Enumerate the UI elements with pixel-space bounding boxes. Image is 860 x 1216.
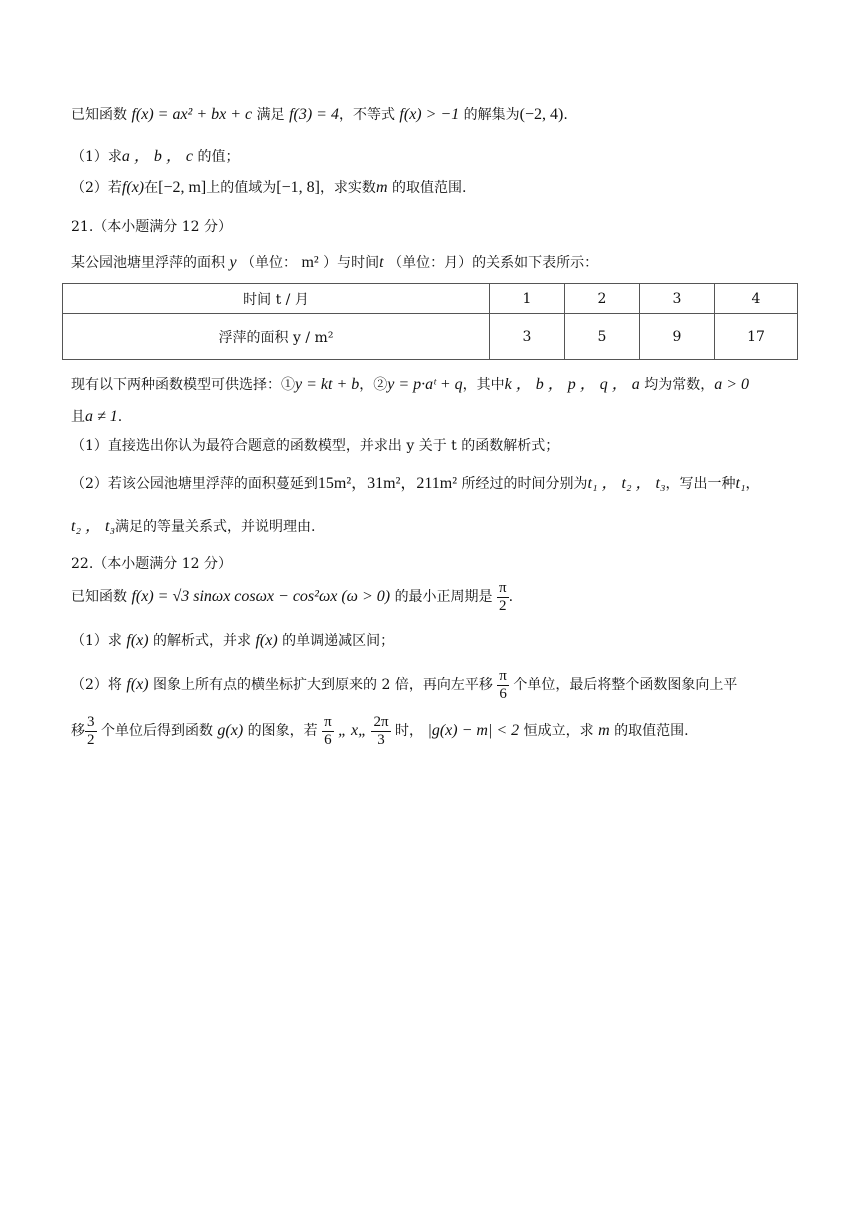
q22-part2: （2）将 f(x) 图象上所有点的横坐标扩大到原来的 2 倍，再向左平移 $\frac{\pi}{6}$ 个单位，最后将整个函数图象向上平 xyxy=(71,668,738,702)
q21-part2-cont: t₂ ， t₃满足的等量关系式，并说明理由. xyxy=(71,518,316,535)
table-cell: 4 xyxy=(715,284,798,314)
q21-models-cont: 且a ≠ 1. xyxy=(71,408,123,425)
table-header-time: 时间 t / 月 xyxy=(63,284,490,314)
q22-stem: 已知函数 f(x) = √3 sinωx cosωx − cos²ωx (ω > 0) 的最小正周期是 $\frac{\pi}{2}$ . xyxy=(71,580,514,614)
q21-stem: 某公园池塘里浮萍的面积 y （单位： m² ）与时间t （单位：月）的关系如下表所示： xyxy=(71,254,599,271)
q21-part2: （2）若该公园池塘里浮萍的面积蔓延到15m²，31m²，211m² 所经过的时间分别为t₁ ， t₂ ， t₃，写出一种t₁， xyxy=(71,475,760,492)
table-cell: 1 xyxy=(490,284,565,314)
q20-part1: （1）求a ， b ， c 的值； xyxy=(71,148,240,165)
table-cell: 17 xyxy=(715,314,798,360)
q22-header: 22.（本小题满分 12 分） xyxy=(71,556,232,572)
q22-part1: （1）求 f(x) 的解析式，并求 f(x) 的单调递减区间； xyxy=(71,632,395,649)
q20-part2: （2）若f(x)在[−2, m]上的值域为[−1, 8]，求实数m 的取值范围. xyxy=(71,179,467,196)
table-cell: 3 xyxy=(490,314,565,360)
q21-part1: （1）直接选出你认为最符合题意的函数模型，并求出 y 关于 t 的函数解析式； xyxy=(71,438,560,454)
up-fraction: $\frac{3}{2}$ xyxy=(87,714,95,748)
upper-bound-fraction: $\frac{2\pi}{3}$ xyxy=(373,714,389,748)
data-table xyxy=(62,283,798,360)
q21-models: 现有以下两种函数模型可供选择：①y = kt + b，②y = p·aᵗ + q，其中k ， b ， p ， q ， a 均为常数，a > 0 xyxy=(71,376,749,393)
lower-bound-fraction: $\frac{\pi}{6}$ xyxy=(324,714,332,748)
table-cell: 9 xyxy=(640,314,715,360)
table-row-area xyxy=(63,314,798,360)
q22-part2-cont: 移 $\frac{3}{2}$ 个单位后得到函数 g(x) 的图象，若 $\frac{\pi}{6}$ „ x„ $\frac{2\pi}{3}$ 时， |g(x) − m| < 2 恒成立，求 m 的取值范围. xyxy=(71,714,689,748)
q20-stem: 已知函数 f(x) = ax² + bx + c 满足 f(3) = 4，不等式 f(x) > −1 的解集为(−2, 4). xyxy=(71,106,568,123)
table-row-time xyxy=(63,284,798,314)
q21-header: 21.（本小题满分 12 分） xyxy=(71,219,232,235)
table-cell: 5 xyxy=(565,314,640,360)
shift-fraction: $\frac{\pi}{6}$ xyxy=(499,668,507,702)
table-cell: 2 xyxy=(565,284,640,314)
table-header-area: 浮萍的面积 y / m² xyxy=(63,314,490,360)
q20-function: f(x) = ax² + bx + c xyxy=(131,106,253,123)
table-cell: 3 xyxy=(640,284,715,314)
period-fraction: $\frac{\pi}{2}$ xyxy=(499,580,507,614)
